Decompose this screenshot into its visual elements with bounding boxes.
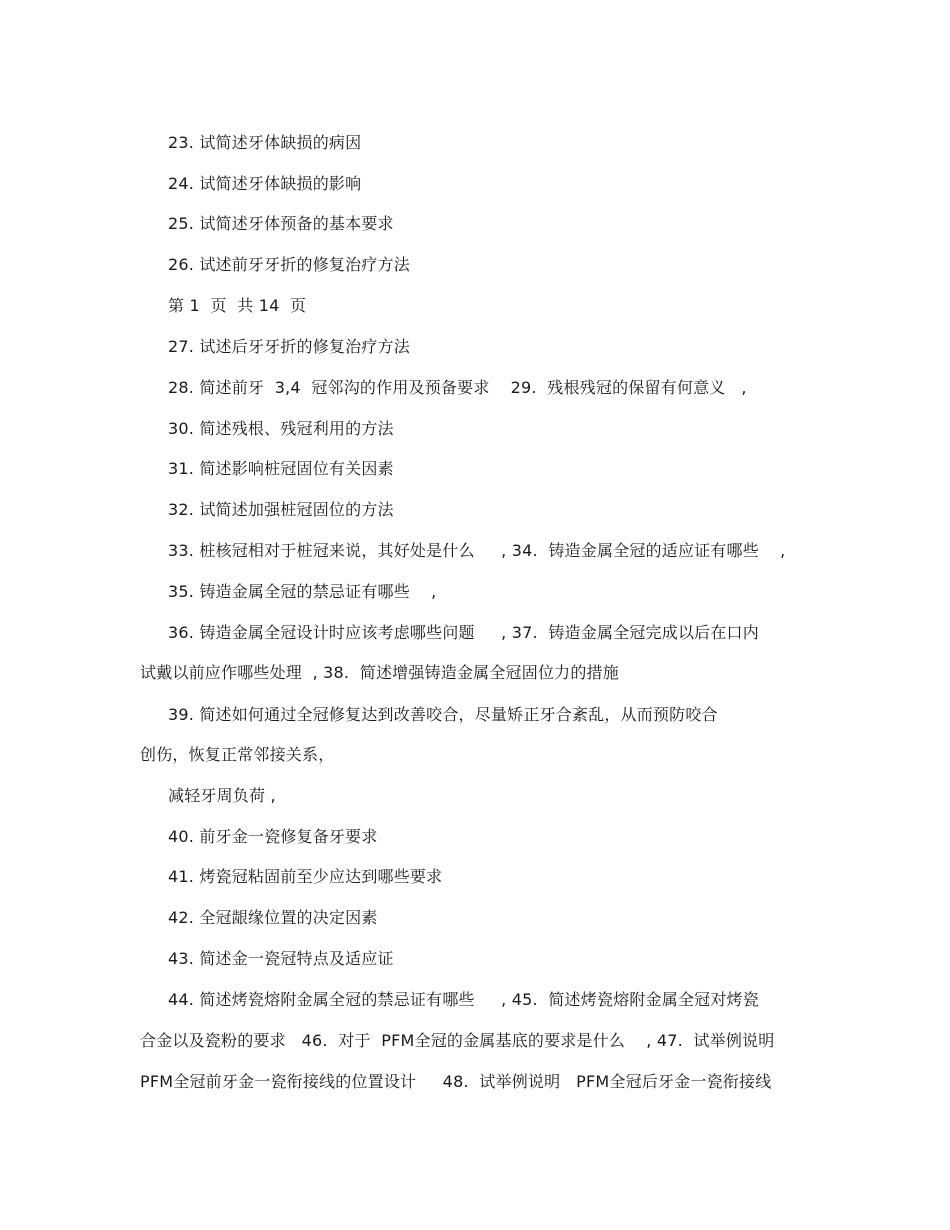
question-39-continued: 创伤，恢复正常邻接关系， (140, 745, 335, 764)
question-31: 31. 简述影响桩冠固位有关因素 (168, 459, 394, 478)
question-44-45: 44. 简述烤瓷熔附金属全冠的禁忌证有哪些 , 45. 简述烤瓷熔附金属全冠对烤瓷 (168, 990, 759, 1009)
question-30: 30. 简述残根、残冠利用的方法 (168, 419, 394, 438)
question-36-37: 36. 铸造金属全冠设计时应该考虑哪些问题 , 37. 铸造金属全冠完成以后在口内 (168, 623, 759, 642)
question-27: 27. 试述后牙牙折的修复治疗方法 (168, 337, 410, 356)
question-24: 24. 试简述牙体缺损的影响 (168, 174, 362, 193)
question-39: 39. 简述如何通过全冠修复达到改善咬合，尽量矫正牙合紊乱，从而预防咬合 (168, 705, 718, 724)
question-28-29: 28. 简述前牙 3,4 冠邻沟的作用及预备要求 29. 残根残冠的保留有何意义 , (168, 378, 747, 397)
question-26: 26. 试述前牙牙折的修复治疗方法 (168, 255, 410, 274)
question-32: 32. 试简述加强桩冠固位的方法 (168, 500, 394, 519)
question-45-47-continued: 合金以及瓷粉的要求 46. 对于 PFM全冠的金属基底的要求是什么 , 47. 试举例说明 (140, 1031, 775, 1050)
question-33-34: 33. 桩核冠相对于桩冠来说，其好处是什么 , 34. 铸造金属全冠的适应证有哪些 , (168, 541, 786, 560)
page-number: 第 1 页 共 14 页 (168, 296, 307, 315)
question-23: 23. 试简述牙体缺损的病因 (168, 133, 362, 152)
question-39-continued-2: 减轻牙周负荷 , (168, 786, 276, 805)
question-35: 35. 铸造金属全冠的禁忌证有哪些 , (168, 582, 437, 601)
question-47-48-continued: PFM全冠前牙金一瓷衔接线的位置设计 48. 试举例说明 PFM全冠后牙金一瓷衔接线 (140, 1072, 772, 1091)
question-40: 40. 前牙金一瓷修复备牙要求 (168, 827, 378, 846)
question-43: 43. 简述金一瓷冠特点及适应证 (168, 949, 394, 968)
question-42: 42. 全冠龈缘位置的决定因素 (168, 908, 378, 927)
question-41: 41. 烤瓷冠粘固前至少应达到哪些要求 (168, 867, 443, 886)
question-37-38-continued: 试戴以前应作哪些处理 , 38. 简述增强铸造金属全冠固位力的措施 (140, 663, 619, 682)
question-25: 25. 试简述牙体预备的基本要求 (168, 214, 394, 233)
